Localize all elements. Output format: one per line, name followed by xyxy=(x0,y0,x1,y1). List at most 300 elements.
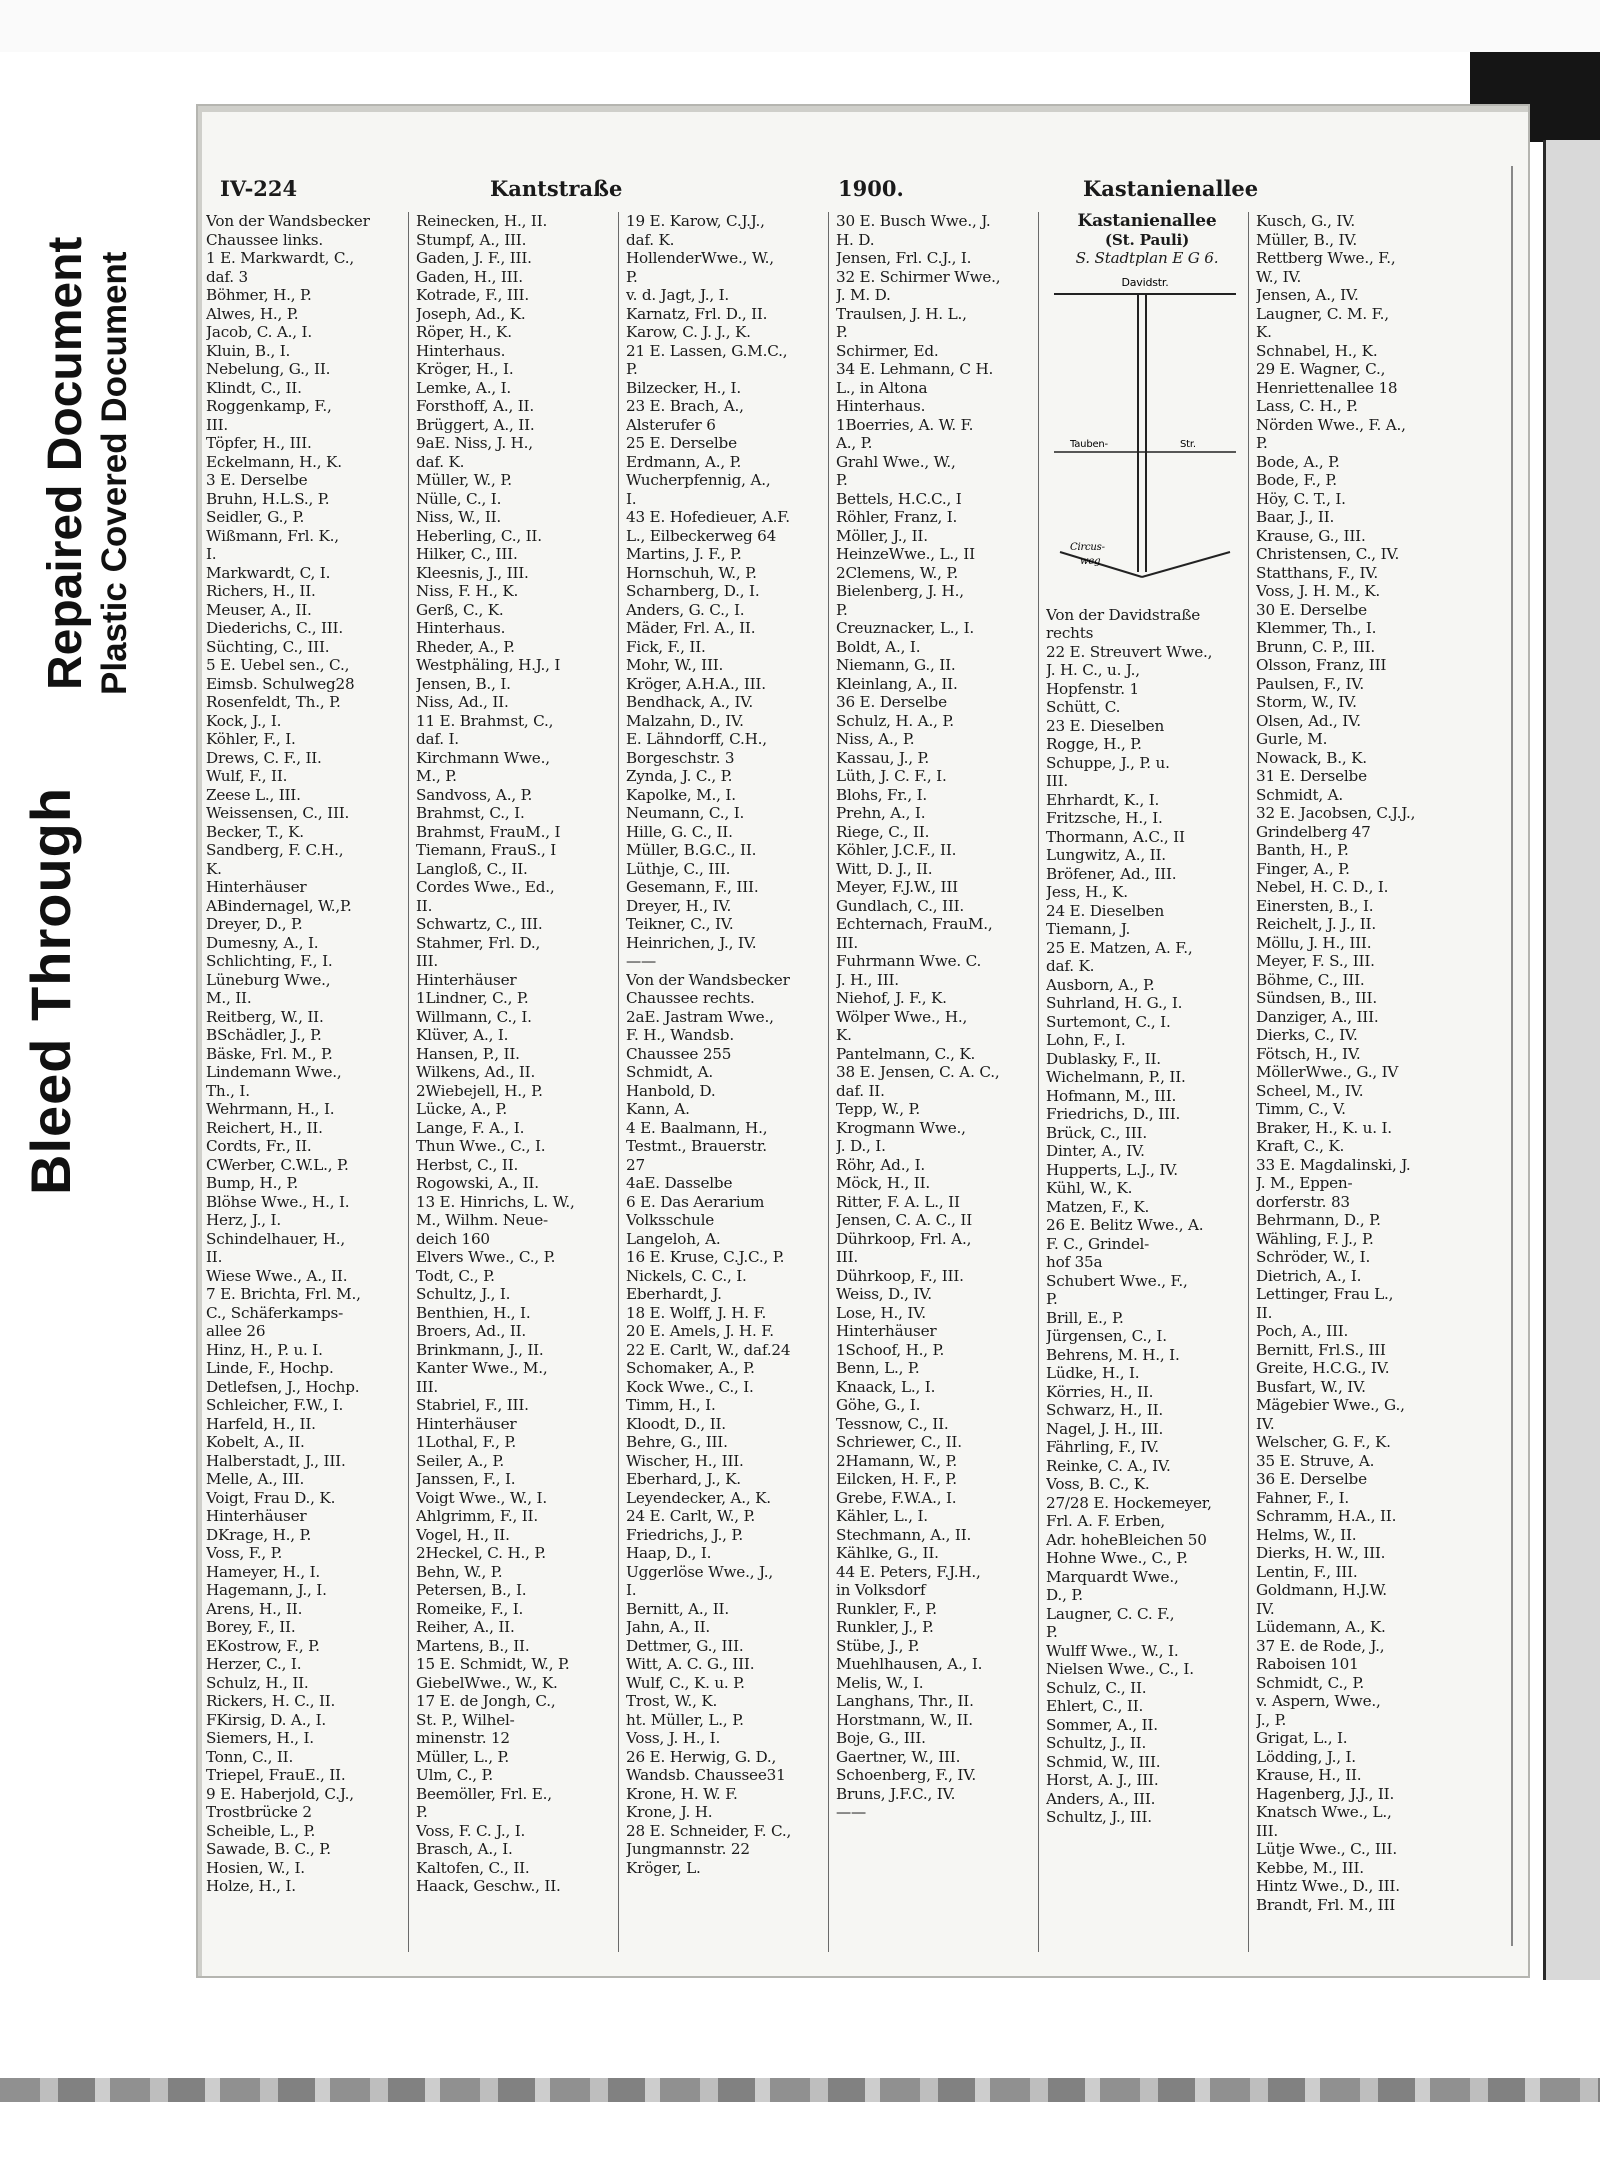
map-circusweg-right xyxy=(1142,552,1230,577)
directory-entry: J. D., I. xyxy=(836,1137,886,1155)
directory-entry: Brahmst, FrauM., I xyxy=(416,822,561,841)
directory-entry: Bettels, H.C.C., I xyxy=(836,489,962,508)
directory-entry: Hinterhaus. xyxy=(416,341,506,360)
directory-entry: Hinterhäuser xyxy=(206,1507,307,1525)
directory-entry: Chaussee links. xyxy=(206,230,323,249)
directory-entry: Voss, F., P. xyxy=(206,1544,283,1562)
directory-entry: IV. xyxy=(1256,1599,1275,1618)
directory-entry: Volksschule xyxy=(626,1211,715,1229)
directory-entry: Rettberg Wwe., F., xyxy=(1256,249,1396,267)
directory-entry: L., in Altona xyxy=(836,378,928,397)
directory-entry: Möller, J., II. xyxy=(836,526,928,545)
directory-entry: Böhme, C., III. xyxy=(1256,970,1365,989)
directory-entry: Frl. A. F. Erben, xyxy=(1046,1512,1166,1530)
directory-entry: Helms, W., II. xyxy=(1256,1525,1357,1544)
directory-entry: Gerß, C., K. xyxy=(416,600,504,619)
scan-top-margin xyxy=(0,0,1600,52)
directory-entry: 11 E. Brahmst, C., xyxy=(416,711,554,730)
directory-entry: Reinecken, H., II. xyxy=(416,212,548,230)
directory-entry: Kleinlang, A., II. xyxy=(836,674,958,693)
directory-entry: Langeloh, A. xyxy=(626,1229,721,1248)
directory-entry: Haap, D., I. xyxy=(626,1544,712,1562)
directory-entry: Kebbe, M., III. xyxy=(1256,1858,1364,1877)
directory-entry: v. d. Jagt, J., I. xyxy=(626,286,730,304)
directory-entry: 26 E. Herwig, G. D., xyxy=(626,1747,777,1766)
directory-entry: Ulm, C., P. xyxy=(416,1766,494,1784)
directory-entry: Suhrland, H. G., I. xyxy=(1046,994,1183,1012)
directory-entry: Greite, H.C.G., IV. xyxy=(1256,1359,1390,1377)
directory-entry: Kähler, L., I. xyxy=(836,1507,928,1525)
directory-entry: Brahmst, C., I. xyxy=(416,804,525,822)
directory-entry: Brück, C., III. xyxy=(1046,1123,1147,1142)
directory-entry: Möck, H., II. xyxy=(836,1174,931,1192)
directory-entry: Nörden Wwe., F. A., xyxy=(1256,415,1406,434)
directory-entry: 30 E. Busch Wwe., J. xyxy=(836,212,991,230)
map-label-weg: weg xyxy=(1080,555,1101,567)
directory-entry: Fick, F., II. xyxy=(626,637,706,656)
directory-entry: 7 E. Brichta, Frl. M., xyxy=(206,1285,361,1303)
directory-entry: Gaden, H., III. xyxy=(416,267,523,286)
directory-entry: HollenderWwe., W., xyxy=(626,249,774,267)
directory-entry: Rogowski, A., II. xyxy=(416,1174,539,1192)
district-label: (St. Pauli) xyxy=(1104,230,1190,249)
directory-entry: A., P. xyxy=(836,434,873,452)
directory-entry: Nickels, C. C., I. xyxy=(626,1266,747,1285)
directory-entry: Fährling, F., IV. xyxy=(1046,1438,1159,1456)
directory-entry: Behre, G., III. xyxy=(626,1433,728,1451)
directory-entry: Hupperts, L.J., IV. xyxy=(1046,1160,1178,1179)
directory-entry: Müller, L., P. xyxy=(416,1747,510,1766)
directory-entry: Jess, H., K. xyxy=(1046,883,1128,901)
directory-entry: Busfart, W., IV. xyxy=(1256,1377,1366,1396)
directory-entry: 2Clemens, W., P. xyxy=(836,563,958,582)
directory-entry: Hinterhäuser xyxy=(416,1414,517,1433)
directory-entry: Schindelhauer, H., xyxy=(206,1229,346,1248)
directory-entry: Hagenberg, J.J., II. xyxy=(1256,1784,1395,1803)
directory-entry: Hinterhäuser xyxy=(206,878,307,896)
directory-entry: Reiher, A., II. xyxy=(416,1618,515,1636)
right-street-heading: Kastanienallee xyxy=(1083,176,1259,201)
directory-entry: 1Lindner, C., P. xyxy=(416,989,529,1007)
directory-entry: Schröder, W., I. xyxy=(1256,1248,1371,1266)
directory-entry: Dreyer, H., IV. xyxy=(626,896,732,915)
directory-entry: 16 E. Kruse, C.J.C., P. xyxy=(626,1248,785,1266)
directory-entry: Jürgensen, C., I. xyxy=(1046,1327,1167,1345)
directory-entry: Rogge, H., P. xyxy=(1046,735,1142,753)
directory-entry: K. xyxy=(1256,323,1272,341)
directory-entry: Harfeld, H., II. xyxy=(206,1414,316,1433)
directory-entry: FKirsig, D. A., I. xyxy=(206,1710,326,1729)
directory-entry: Lütje Wwe., C., III. xyxy=(1256,1840,1397,1858)
directory-entry: Einersten, B., I. xyxy=(1256,896,1374,915)
year-heading: 1900. xyxy=(838,176,904,201)
directory-entry: Witt, D. J., II. xyxy=(836,859,933,878)
directory-entry: D., P. xyxy=(1046,1586,1083,1604)
directory-entry: Langhans, Thr., II. xyxy=(836,1692,974,1710)
directory-entry: Friedrichs, D., III. xyxy=(1046,1105,1181,1123)
directory-entry: Paulsen, F., IV. xyxy=(1256,674,1365,693)
directory-entry: Langloß, C., II. xyxy=(416,859,528,878)
directory-entry: Hosien, W., I. xyxy=(206,1858,305,1877)
directory-entry: Bump, H., P. xyxy=(206,1174,299,1192)
directory-entry: Zeese L., III. xyxy=(206,785,301,804)
directory-entry: Kraft, C., K. xyxy=(1256,1137,1345,1155)
directory-entry: 30 E. Derselbe xyxy=(1256,600,1367,619)
directory-entry: Olsen, Ad., IV. xyxy=(1256,711,1361,730)
directory-entry: Röhr, Ad., I. xyxy=(836,1155,926,1174)
directory-entry: Ahlgrimm, F., II. xyxy=(416,1507,538,1525)
directory-entry: Cordes Wwe., Ed., xyxy=(416,878,555,896)
directory-entry: Kock, J., I. xyxy=(206,711,282,730)
directory-entry: Joseph, Ad., K. xyxy=(416,304,526,323)
directory-entry: Voss, J. H., I. xyxy=(626,1729,721,1747)
directory-entry: Tiemann, FrauS., I xyxy=(416,841,557,859)
directory-entry: Jahn, A., II. xyxy=(626,1618,711,1636)
directory-entry: Lödding, J., I. xyxy=(1256,1747,1356,1766)
directory-entry: Kotrade, F., III. xyxy=(416,286,529,304)
directory-entry: Niss, F. H., K. xyxy=(416,582,519,600)
directory-entry: Fuhrmann Wwe. C. xyxy=(836,952,982,970)
directory-entry: Rosenfeldt, Th., P. xyxy=(206,693,341,711)
directory-entry: III. xyxy=(416,1377,439,1396)
directory-entry: Lemke, A., I. xyxy=(416,378,511,397)
directory-entry: Anders, A., III. xyxy=(1046,1789,1156,1808)
directory-entry: 3 E. Derselbe xyxy=(206,471,308,489)
directory-entry: Gaertner, W., III. xyxy=(836,1747,961,1766)
scan-bottom-edge xyxy=(0,2078,1600,2102)
directory-entry: BSchädler, J., P. xyxy=(206,1026,322,1044)
directory-entry: daf. K. xyxy=(416,452,465,471)
directory-entry: Lungwitz, A., II. xyxy=(1046,846,1166,864)
directory-entry: Zynda, J. C., P. xyxy=(626,767,733,785)
directory-entry: Alwes, H., P. xyxy=(206,304,299,323)
directory-entry: Blöhse Wwe., H., I. xyxy=(206,1192,350,1211)
directory-entry: Muehlhausen, A., I. xyxy=(836,1655,983,1673)
directory-entry: Lüneburg Wwe., xyxy=(206,970,331,989)
directory-entry: II. xyxy=(1256,1303,1273,1322)
directory-entry: 4 E. Baalmann, H., xyxy=(626,1118,768,1137)
directory-entry: 20 E. Amels, J. H. F. xyxy=(626,1322,774,1340)
directory-entry: 5 E. Uebel sen., C., xyxy=(206,656,350,674)
directory-entry: K. xyxy=(206,859,222,878)
page-right-border xyxy=(1511,166,1513,1946)
directory-entry: Kloodt, D., II. xyxy=(626,1414,726,1433)
directory-entry: Niss, A., P. xyxy=(836,730,915,748)
directory-entry: Ritter, F. A. L., II xyxy=(836,1192,960,1211)
directory-entry: Brasch, A., I. xyxy=(416,1840,513,1858)
directory-entry: daf. II. xyxy=(836,1081,885,1100)
directory-entry: Henriettenallee 18 xyxy=(1256,378,1398,397)
directory-entry: Detlefsen, J., Hochp. xyxy=(206,1377,360,1396)
directory-entry: P. xyxy=(836,323,848,341)
directory-entry: Hanbold, D. xyxy=(626,1081,716,1100)
directory-entry: Karow, C. J. J., K. xyxy=(626,323,751,341)
directory-entry: Schuppe, J., P. u. xyxy=(1046,753,1170,772)
map-label-tauben: Tauben- xyxy=(1070,438,1108,450)
directory-entry: 2Heckel, C. H., P. xyxy=(416,1544,546,1562)
directory-entry: Stahmer, Frl. D., xyxy=(416,933,541,952)
directory-entry: Gurle, M. xyxy=(1256,730,1328,748)
directory-entry: hof 35a xyxy=(1046,1253,1103,1271)
directory-entry: III. xyxy=(416,952,439,970)
directory-entry: Willmann, C., I. xyxy=(416,1007,532,1026)
directory-entry: Grigat, L., I. xyxy=(1256,1729,1348,1747)
directory-entry: P. xyxy=(626,360,638,378)
directory-entry: Tonn, C., II. xyxy=(206,1747,294,1766)
directory-entry: St. P., Wilhel- xyxy=(416,1710,515,1729)
directory-entry: Blohs, Fr., I. xyxy=(836,785,928,804)
directory-entry: Elvers Wwe., C., P. xyxy=(416,1248,556,1266)
directory-entry: Adr. hoheBleichen 50 xyxy=(1046,1530,1207,1549)
directory-entry: Wandsb. Chaussee31 xyxy=(626,1766,786,1784)
directory-entry: Mohr, W., III. xyxy=(626,656,724,674)
directory-entry: Stechmann, A., II. xyxy=(836,1525,972,1544)
directory-entry: 2Hamann, W., P. xyxy=(836,1451,958,1470)
directory-entry: Voss, B. C., K. xyxy=(1046,1475,1150,1493)
directory-entry: Gesemann, F., III. xyxy=(626,878,759,896)
directory-entry: Schmidt, A. xyxy=(626,1063,714,1081)
directory-entry: Hohne Wwe., C., P. xyxy=(1046,1549,1188,1567)
directory-entry: Kleesnis, J., III. xyxy=(416,563,529,582)
directory-entry: Schultz, J., II. xyxy=(1046,1734,1147,1752)
directory-entry: Ehlert, C., II. xyxy=(1046,1697,1144,1715)
directory-entry: III. xyxy=(836,933,859,952)
directory-entry: Hameyer, H., I. xyxy=(206,1562,321,1581)
directory-entry: Kühl, W., K. xyxy=(1046,1179,1133,1197)
directory-entry: Kusch, G., IV. xyxy=(1256,212,1355,230)
directory-entry: Lose, H., IV. xyxy=(836,1303,926,1322)
directory-entry: Nagel, J. H., III. xyxy=(1046,1419,1164,1438)
directory-entry: Tessnow, C., II. xyxy=(836,1414,949,1433)
directory-entry: Wißmann, Frl. K., xyxy=(206,526,339,545)
directory-entry: 23 E. Brach, A., xyxy=(626,397,744,415)
directory-entry: Brinkmann, J., II. xyxy=(416,1340,544,1359)
directory-entry: III. xyxy=(836,1248,859,1266)
directory-entry: Wucherpfennig, A., xyxy=(626,471,771,489)
left-street-heading: Kantstraße xyxy=(490,176,623,201)
directory-entry: DKrage, H., P. xyxy=(206,1525,312,1544)
directory-entry: Markwardt, C, I. xyxy=(206,563,331,582)
directory-entry: allee 26 xyxy=(206,1322,266,1340)
directory-entry: Röhler, Franz, I. xyxy=(836,508,958,526)
directory-entry: Lücke, A., P. xyxy=(416,1100,508,1118)
directory-entry: E. Lähndorff, C.H., xyxy=(626,730,767,748)
directory-entry: 21 E. Lassen, G.M.C., xyxy=(626,341,788,360)
directory-entry: I. xyxy=(206,545,217,563)
directory-entry: Meuser, A., II. xyxy=(206,600,312,619)
directory-entry: Schütt, C. xyxy=(1046,698,1121,716)
column-3 xyxy=(626,212,829,1952)
directory-entry: Siemers, H., I. xyxy=(206,1729,314,1747)
directory-entry: Melis, W., I. xyxy=(836,1673,924,1692)
directory-entry: 44 E. Peters, F.J.H., xyxy=(836,1562,981,1581)
directory-entry: Lohn, F., I. xyxy=(1046,1031,1126,1049)
directory-entry: Braker, H., K. u. I. xyxy=(1256,1118,1392,1137)
directory-entry: III. xyxy=(1046,772,1069,790)
directory-entry: 25 E. Derselbe xyxy=(626,434,737,452)
directory-entry: Pantelmann, C., K. xyxy=(836,1044,976,1063)
directory-entry: Mäder, Frl. A., II. xyxy=(626,619,756,637)
directory-entry: Sawade, B. C., P. xyxy=(206,1840,331,1858)
directory-entry: Knaack, L., I. xyxy=(836,1377,936,1396)
directory-entry: J., P. xyxy=(1256,1710,1287,1729)
directory-entry: Todt, C., P. xyxy=(416,1266,495,1285)
directory-entry: 24 E. Dieselben xyxy=(1046,901,1165,920)
directory-entry: Triepel, FrauE., II. xyxy=(206,1766,346,1784)
directory-entry: v. Aspern, Wwe., xyxy=(1256,1692,1381,1710)
directory-entry: Wulff Wwe., W., I. xyxy=(1046,1641,1179,1660)
directory-entry: Halberstadt, J., III. xyxy=(206,1451,346,1470)
directory-entry: C., Schäferkamps- xyxy=(206,1303,344,1322)
directory-entry: Runkler, F., P. xyxy=(836,1599,937,1618)
directory-entry: Stübe, J., P. xyxy=(836,1636,920,1655)
directory-entry: Karnatz, Frl. D., II. xyxy=(626,304,768,323)
directory-entry: Fötsch, H., IV. xyxy=(1256,1044,1361,1063)
directory-entry: 15 E. Schmidt, W., P. xyxy=(416,1655,570,1673)
directory-entry: Echternach, FrauM., xyxy=(836,915,993,933)
directory-entry: Jensen, A., IV. xyxy=(1256,286,1359,304)
directory-entry: Sandvoss, A., P. xyxy=(416,785,533,804)
directory-entry: Timm, H., I. xyxy=(626,1396,716,1414)
directory-entry: Kann, A. xyxy=(626,1100,690,1118)
directory-entry: Meyer, F.J.W., III xyxy=(836,878,958,896)
directory-entry: III. xyxy=(206,415,229,434)
directory-entry: Hinterhaus. xyxy=(836,397,926,415)
directory-entry: Hille, G. C., II. xyxy=(626,822,733,841)
directory-entry: Hofmann, M., III. xyxy=(1046,1086,1177,1105)
directory-entry: Prehn, A., I. xyxy=(836,804,926,822)
directory-entry: II. xyxy=(206,1248,223,1266)
directory-entry: —— xyxy=(626,952,656,970)
directory-entry: Chaussee rechts. xyxy=(626,989,755,1007)
directory-entry: Wiese Wwe., A., II. xyxy=(206,1266,348,1285)
directory-entry: Surtemont, C., I. xyxy=(1046,1012,1171,1031)
directory-entry: Boldt, A., I. xyxy=(836,637,921,656)
directory-entry: Reinke, C. A., IV. xyxy=(1046,1456,1171,1475)
directory-entry: Dinter, A., IV. xyxy=(1046,1142,1145,1160)
directory-entry: 36 E. Derselbe xyxy=(836,693,947,711)
directory-entry: Dumesny, A., I. xyxy=(206,933,319,952)
directory-entry: Nülle, C., I. xyxy=(416,489,502,508)
directory-entry: Dührkoop, Frl. A., xyxy=(836,1229,972,1248)
directory-entry: Bruns, J.F.C., IV. xyxy=(836,1784,956,1803)
directory-entry: Rickers, H. C., II. xyxy=(206,1692,336,1710)
directory-page xyxy=(196,104,1530,1978)
directory-entry: Voss, J. H. M., K. xyxy=(1256,582,1381,600)
directory-entry: Sündsen, B., III. xyxy=(1256,989,1377,1007)
street-map xyxy=(1050,272,1240,602)
directory-entry: Herbst, C., II. xyxy=(416,1155,519,1174)
directory-entry: Herz, J., I. xyxy=(206,1211,281,1229)
directory-entry: Bode, F., P. xyxy=(1256,471,1337,489)
directory-entry: 29 E. Wagner, C., xyxy=(1256,360,1386,378)
directory-entry: Lüthje, C., III. xyxy=(626,859,731,878)
directory-entry: Hopfenstr. 1 xyxy=(1046,679,1139,698)
directory-entry: Scheible, L., P. xyxy=(206,1821,316,1840)
directory-entry: Becker, T., K. xyxy=(206,822,304,841)
directory-entry: Olsson, Franz, III xyxy=(1256,656,1387,674)
street-title: Kastanienallee xyxy=(1077,212,1217,231)
directory-entry: Böhmer, H., P. xyxy=(206,286,312,304)
directory-entry: Voigt Wwe., W., I. xyxy=(416,1488,547,1507)
directory-entry: Herzer, C., I. xyxy=(206,1655,302,1673)
directory-entry: 23 E. Dieselben xyxy=(1046,716,1165,735)
directory-entry: Lindemann Wwe., xyxy=(206,1063,342,1081)
directory-entry: GiebelWwe., W., K. xyxy=(416,1673,558,1692)
map-label-davidstr: Davidstr. xyxy=(1121,275,1169,289)
column-2 xyxy=(416,212,619,1952)
directory-entry: Kröger, H., I. xyxy=(416,360,514,378)
directory-entry: Laugner, C. M. F., xyxy=(1256,304,1389,323)
directory-entry: Brunn, C. P., III. xyxy=(1256,637,1376,656)
directory-entry: Schulz, H. A., P. xyxy=(836,711,954,730)
directory-entry: Martins, J. F., P. xyxy=(626,545,742,563)
directory-entry: Müller, B., IV. xyxy=(1256,230,1358,249)
directory-entry: Leyendecker, A., K. xyxy=(626,1488,771,1507)
directory-entry: Dührkoop, F., III. xyxy=(836,1266,964,1285)
directory-entry: Reitberg, W., II. xyxy=(206,1007,324,1026)
directory-entry: J. M., Eppen- xyxy=(1256,1174,1353,1192)
directory-entry: Schwarz, H., II. xyxy=(1046,1401,1164,1419)
plastic-covered-label: Plastic Covered Document xyxy=(95,251,134,695)
directory-entry: daf. 3 xyxy=(206,267,248,286)
directory-entry: F. C., Grindel- xyxy=(1046,1234,1150,1253)
directory-entry: Schlichting, F., I. xyxy=(206,952,333,970)
directory-entry: Jensen, Frl. C.J., I. xyxy=(836,249,972,267)
directory-entry: Müller, B.G.C., II. xyxy=(626,841,757,859)
directory-entry: Schulz, H., II. xyxy=(206,1673,309,1692)
directory-entry: Kaltofen, C., II. xyxy=(416,1858,530,1877)
directory-entry: 2Wiebejell, H., P. xyxy=(416,1081,543,1100)
directory-entry: IV. xyxy=(1256,1414,1275,1433)
directory-entry: Marquardt Wwe., xyxy=(1046,1567,1179,1586)
directory-entry: Lüth, J. C. F., I. xyxy=(836,767,947,785)
directory-entry: Anders, G. C., I. xyxy=(626,600,745,619)
directory-entry: Süchting, C., III. xyxy=(206,637,330,656)
directory-entry: 22 E. Streuvert Wwe., xyxy=(1046,642,1213,661)
directory-entry: Danziger, A., III. xyxy=(1256,1007,1379,1026)
directory-entry: Jensen, C. A. C., II xyxy=(836,1211,972,1229)
directory-entry: Lange, F. A., I. xyxy=(416,1118,525,1137)
directory-entry: Dettmer, G., III. xyxy=(626,1636,744,1655)
directory-entry: Scharnberg, D., I. xyxy=(626,582,760,600)
directory-entry: Brüggert, A., II. xyxy=(416,415,535,434)
directory-entry: Witt, A. C. G., III. xyxy=(626,1655,755,1673)
directory-entry: Klüver, A., I. xyxy=(416,1026,509,1044)
directory-entry: 27 xyxy=(626,1155,645,1174)
directory-entry: Kobelt, A., II. xyxy=(206,1433,305,1451)
directory-entry: Hansen, P., II. xyxy=(416,1044,520,1063)
directory-entry: 27/28 E. Hockemeyer, xyxy=(1046,1493,1212,1512)
directory-entry: 18 E. Wolff, J. H. F. xyxy=(626,1303,767,1322)
directory-entry: Chaussee 255 xyxy=(626,1044,732,1063)
column-1 xyxy=(206,212,409,1952)
directory-entry: Behn, W., P. xyxy=(416,1562,503,1581)
directory-entry: Schriewer, C., II. xyxy=(836,1433,962,1451)
directory-entry: II. xyxy=(416,896,433,915)
directory-entry: M., P. xyxy=(416,767,457,785)
map-label-str: Str. xyxy=(1180,438,1196,450)
directory-entry: Storm, W., IV. xyxy=(1256,693,1357,711)
directory-entry: Gaden, J. F., III. xyxy=(416,249,532,267)
directory-entry: Haack, Geschw., II. xyxy=(416,1877,561,1895)
directory-entry: Boje, G., III. xyxy=(836,1729,926,1747)
directory-entry: 1Schoof, H., P. xyxy=(836,1340,945,1359)
directory-entry: Weiss, D., IV. xyxy=(836,1285,932,1303)
directory-entry: Nebel, H. C. D., I. xyxy=(1256,878,1389,896)
directory-entry: Krause, H., II. xyxy=(1256,1766,1362,1784)
directory-entry: Fahner, F., I. xyxy=(1256,1488,1350,1507)
